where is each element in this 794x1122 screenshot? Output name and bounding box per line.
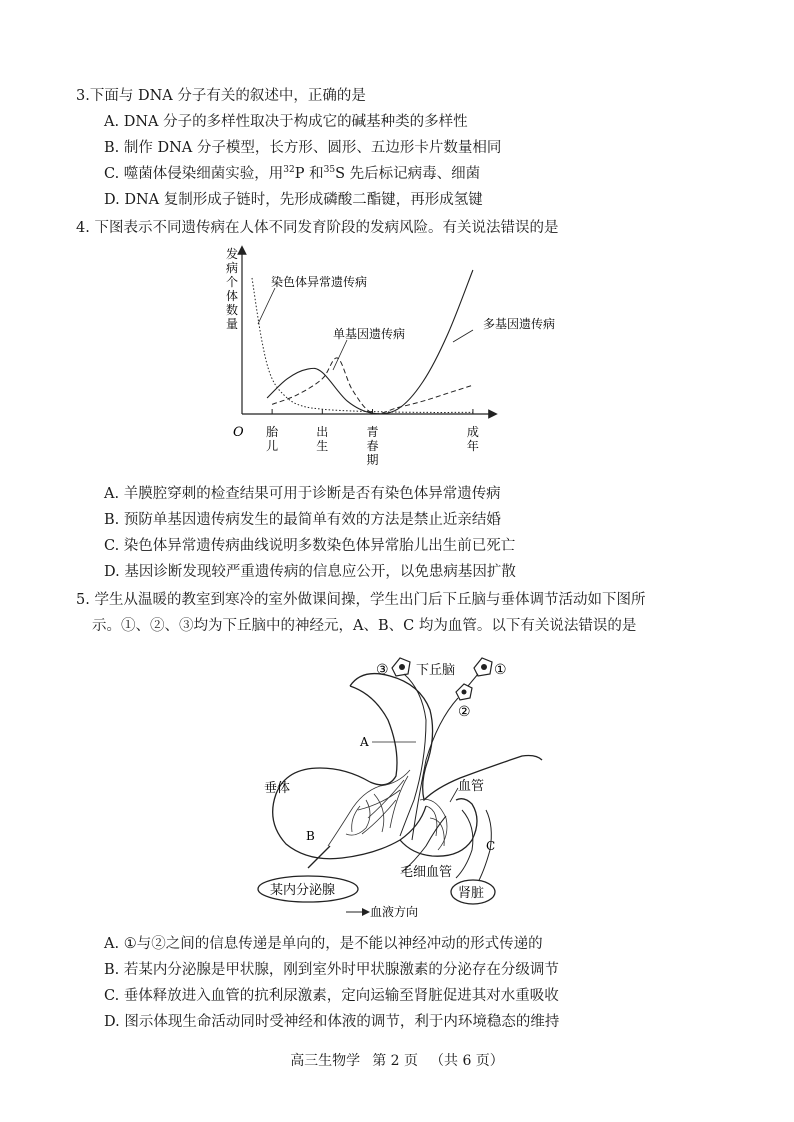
y-label-char: 个 <box>226 275 239 289</box>
x-tick-label: 儿 <box>266 439 279 453</box>
label-n1: ① <box>494 662 507 678</box>
q3-stem: 3.下面与 DNA 分子有关的叙述中，正确的是 <box>76 88 366 104</box>
q5-diagram <box>250 650 550 926</box>
x-tick-label: 期 <box>366 453 379 467</box>
label-b: B <box>306 829 315 843</box>
q3-option-c <box>104 164 480 184</box>
q5-option-d: D. 图示体现生命活动同时受神经和体液的调节，利于内环境稳态的维持 <box>104 1014 560 1030</box>
label-gland: 某内分泌腺 <box>270 883 336 898</box>
q3-option-c-post: S 先后标记病毒、细菌 <box>335 166 481 182</box>
q5-option-b: B. 若某内分泌腺是甲状腺，刚到室外时甲状腺激素的分泌存在分级调节 <box>104 962 559 978</box>
x-tick-label: 成 <box>466 425 479 439</box>
q3-option-c-pre: C. 噬菌体侵染细菌实验，用 <box>104 166 284 182</box>
x-tick-label: 年 <box>466 439 479 453</box>
legend-chromosome: 染色体异常遗传病 <box>271 275 368 289</box>
x-tick-label: 胎 <box>266 425 279 439</box>
x-tick-label: 出 <box>316 425 329 439</box>
hypothalamus-outline <box>350 674 542 800</box>
page-footer <box>0 1050 794 1070</box>
footer-subject: 高三生物学 <box>290 1053 361 1069</box>
q5-stem-line1: 5. 学生从温暖的教室到寒冷的室外做课间操，学生出门后下丘脑与垂体调节活动如下图所 <box>76 592 646 608</box>
x-axis-ticks <box>266 409 479 467</box>
label-n3: ③ <box>376 662 389 678</box>
footer-total: （共 6 页） <box>430 1053 504 1069</box>
q4-option-c: C. 染色体异常遗传病曲线说明多数染色体异常胎儿出生前已死亡 <box>104 538 516 554</box>
q4-option-b: B. 预防单基因遗传病发生的最简单有效的方法是禁止近亲结婚 <box>104 512 501 528</box>
q3-option-d: D. DNA 复制形成子链时，先形成磷酸二酯键，再形成氢键 <box>104 192 483 208</box>
q3-option-c-mid: P 和 <box>294 166 324 182</box>
series-line-0 <box>252 278 473 412</box>
y-label-char: 病 <box>226 261 239 275</box>
leader-multi-gene <box>453 330 473 342</box>
q4-option-a: A. 羊膜腔穿刺的检查结果可用于诊断是否有染色体异常遗传病 <box>104 486 501 502</box>
axon-1-to-2 <box>468 674 478 686</box>
q5-option-a: A. ①与②之间的信息传递是单向的，是不能以神经冲动的形式传递的 <box>104 936 543 952</box>
x-tick-label: 青 <box>366 425 379 439</box>
label-capillary: 毛细血管 <box>400 865 453 880</box>
x-tick-label: 春 <box>366 439 379 453</box>
axon-2-down <box>412 698 458 840</box>
capillary-network <box>328 770 447 850</box>
footer-page: 第 2 页 <box>372 1053 418 1069</box>
legend-multi-gene: 多基因遗传病 <box>483 317 556 331</box>
neuron-3 <box>392 658 410 676</box>
q4-option-d: D. 基因诊断发现较严重遗传病的信息应公开，以免患病基因扩散 <box>104 564 516 580</box>
q3-option-b: B. 制作 DNA 分子模型，长方形、圆形、五边形卡片数量相同 <box>104 140 502 156</box>
q5-stem-line2: 示。①、②、③均为下丘脑中的神经元，A、B、C 均为血管。以下有关说法错误的是 <box>92 618 637 634</box>
leader-single-gene <box>333 340 347 370</box>
y-label-char: 体 <box>226 289 239 303</box>
q3-sup-35: 35 <box>323 165 336 176</box>
axon-3-down <box>400 674 426 836</box>
y-label-char: 数 <box>226 303 239 317</box>
neuron-2 <box>456 684 472 700</box>
q4-chart <box>225 244 556 476</box>
q3-sup-32: 32 <box>283 165 295 176</box>
label-vessel: 血管 <box>458 779 485 794</box>
series-line-2 <box>267 270 473 414</box>
leader-chromosome <box>258 288 275 324</box>
y-axis-label <box>226 246 238 331</box>
label-flow: 血液方向 <box>370 905 419 919</box>
origin-label: O <box>233 425 244 440</box>
q3-option-a: A. DNA 分子的多样性取决于构成它的碱基种类的多样性 <box>104 114 468 130</box>
q4-stem: 4. 下图表示不同遗传病在人体不同发育阶段的发病风险。有关说法错误的是 <box>76 220 559 236</box>
label-n2: ② <box>458 704 471 720</box>
stalk-left <box>350 686 397 785</box>
y-label-char: 发 <box>226 247 239 261</box>
x-tick-label: 生 <box>316 439 329 453</box>
label-pituitary: 垂体 <box>264 781 291 796</box>
label-hypothalamus: 下丘脑 <box>416 663 456 678</box>
label-kidney: 肾脏 <box>458 886 485 901</box>
label-a: A <box>360 735 369 749</box>
q5-option-c: C. 垂体释放进入血管的抗利尿激素，定向运输至肾脏促进其对水重吸收 <box>104 988 559 1004</box>
chart-series <box>252 270 473 414</box>
label-c: C <box>486 839 496 853</box>
legend-single-gene: 单基因遗传病 <box>333 327 406 341</box>
y-label-char: 量 <box>226 317 239 331</box>
neuron-1 <box>474 658 492 676</box>
